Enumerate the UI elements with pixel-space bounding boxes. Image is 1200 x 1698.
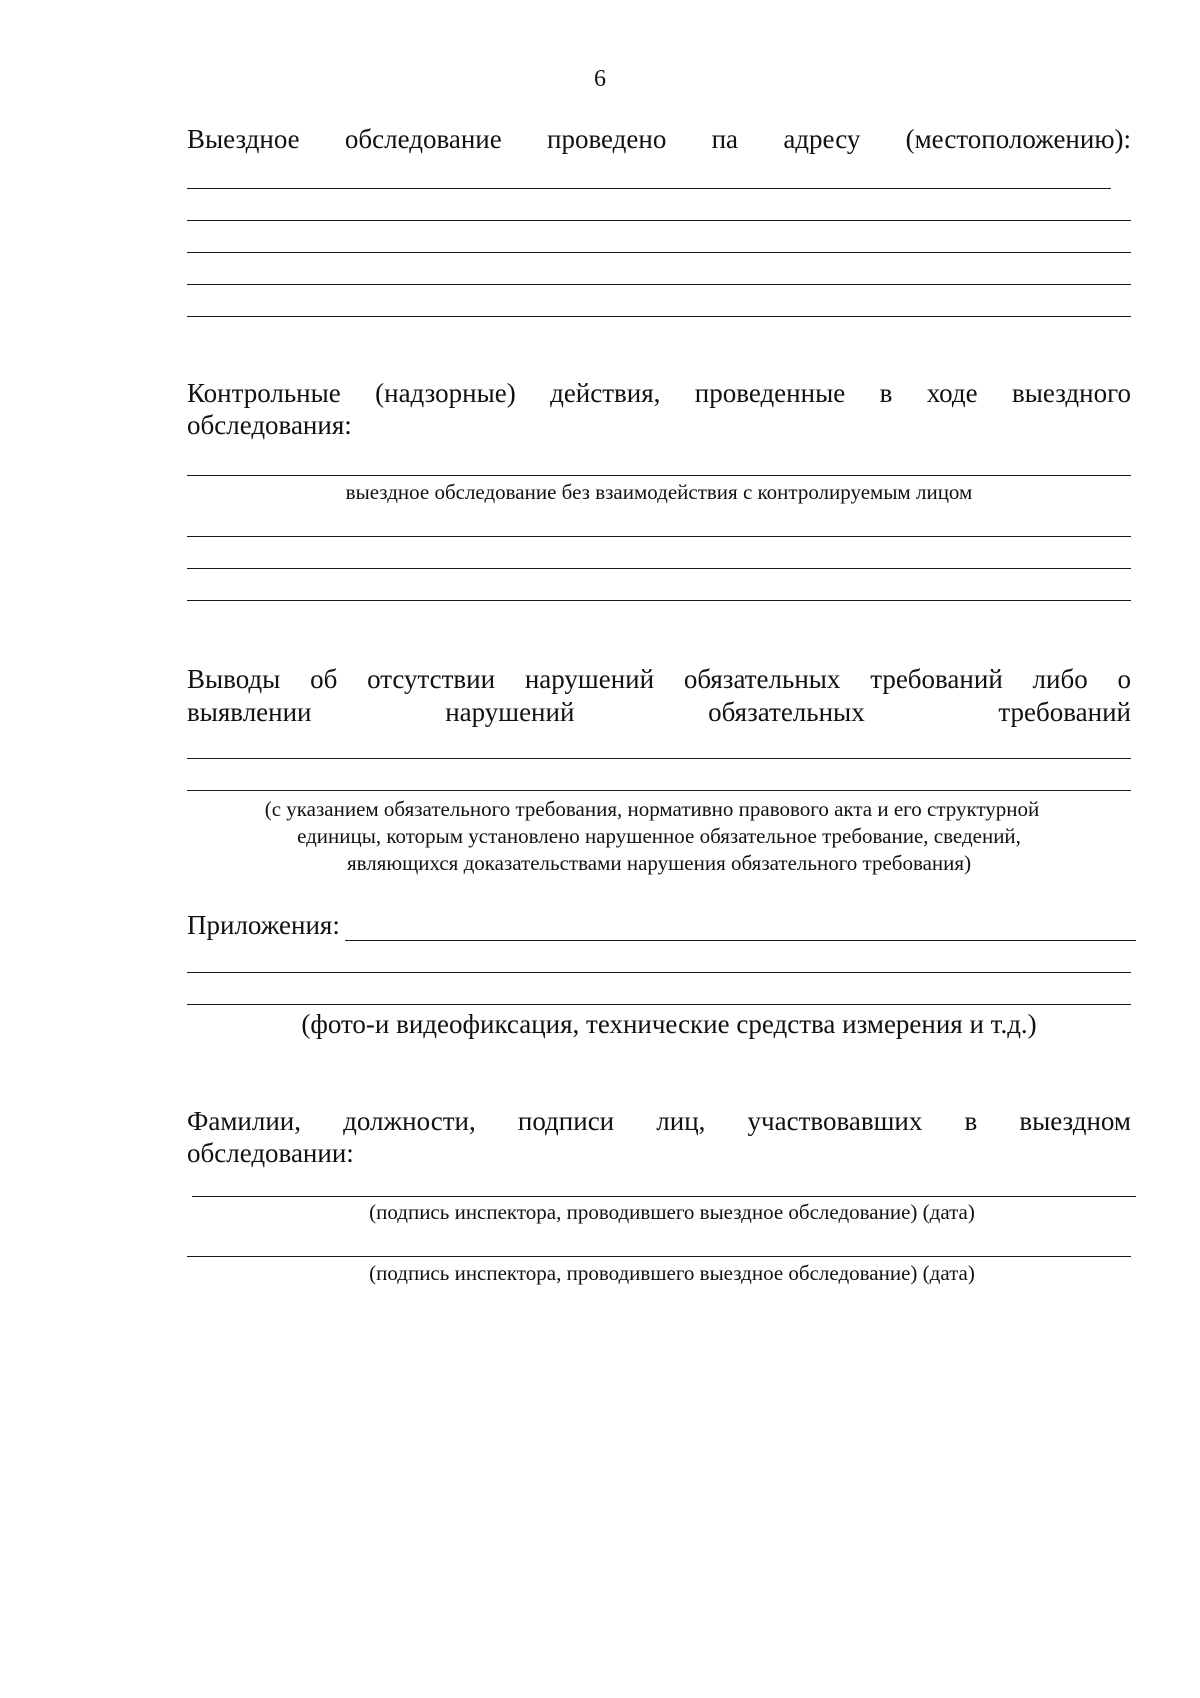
heading-word: в [879, 378, 893, 408]
conclusions-heading-line1 [187, 664, 1131, 695]
heading-word: должности, [343, 1106, 476, 1136]
signatures-heading [187, 1106, 1131, 1137]
attachments-caption: (фото-и видеофиксация, технические средства измерения и т.д.) [301, 1009, 1037, 1039]
actions-filled-value: выездное обследование без взаимодействия с контролируемым лицом [345, 480, 973, 504]
heading-word: ходе [926, 378, 978, 408]
conclusions-caption-line2: единицы, которым установлено нарушенное обязательное требование, сведений, [297, 824, 1021, 848]
heading-word: обязательных [708, 697, 865, 727]
heading-word: Выездное [187, 124, 300, 154]
attachments-field-1[interactable] [345, 940, 1136, 941]
page-number: 6 [594, 66, 606, 92]
conclusions-heading-line2 [187, 697, 1131, 728]
conclusions-caption-line1: (с указанием обязательного требования, нормативно правового акта и его структурной [264, 797, 1040, 821]
heading-word: (местоположению): [905, 124, 1131, 154]
heading-word: об [310, 664, 338, 694]
actions-field-3[interactable] [187, 568, 1131, 569]
heading-word: (надзорные) [375, 378, 516, 408]
signature-field-2[interactable] [187, 1256, 1131, 1257]
heading-word: выездного [1012, 378, 1131, 408]
signature-field-1[interactable] [192, 1196, 1136, 1197]
heading-word: в [964, 1106, 978, 1136]
actions-field-1[interactable] [187, 475, 1131, 476]
heading-word: подписи [517, 1106, 615, 1136]
address-field-1[interactable] [187, 188, 1111, 189]
signature-caption-2: (подпись инспектора, проводившего выездное обследование) (дата) [369, 1261, 975, 1285]
heading-word: проведено [547, 124, 667, 154]
heading-word: обследование [344, 124, 502, 154]
conclusions-field-1[interactable] [187, 758, 1131, 759]
address-field-3[interactable] [187, 252, 1131, 253]
heading-word: обязательных [683, 664, 841, 694]
heading-word: нарушений [524, 664, 655, 694]
heading-word: па [711, 124, 739, 154]
actions-heading-line2: обследования: [187, 410, 352, 440]
heading-word: адресу [783, 124, 861, 154]
conclusions-field-2[interactable] [187, 790, 1131, 791]
address-field-2[interactable] [187, 220, 1131, 221]
heading-word: Фамилии, [187, 1106, 301, 1136]
heading-word: требований [870, 664, 1003, 694]
heading-word: отсутствии [367, 664, 496, 694]
address-heading [187, 124, 1131, 155]
signature-caption-1: (подпись инспектора, проводившего выездное обследование) (дата) [369, 1200, 975, 1224]
heading-word: участвовавших [747, 1106, 923, 1136]
actions-heading [187, 378, 1131, 409]
heading-word: проведенные [694, 378, 846, 408]
heading-word: Контрольные [187, 378, 341, 408]
heading-word: требований [998, 697, 1131, 727]
heading-word: нарушений [445, 697, 575, 727]
heading-word: выявлении [187, 697, 312, 727]
attachments-field-3[interactable] [187, 1004, 1131, 1005]
address-field-4[interactable] [187, 284, 1131, 285]
attachments-label: Приложения: [187, 910, 340, 940]
heading-word: либо [1032, 664, 1088, 694]
heading-word: Выводы [187, 664, 281, 694]
heading-word: лиц, [656, 1106, 706, 1136]
signatures-heading-line2: обследовании: [187, 1138, 354, 1168]
attachments-field-2[interactable] [187, 972, 1131, 973]
actions-field-4[interactable] [187, 600, 1131, 601]
address-field-5[interactable] [187, 316, 1131, 317]
conclusions-caption-line3: являющихся доказательствами нарушения обязательного требования) [346, 851, 972, 875]
heading-word: выездном [1019, 1106, 1131, 1136]
heading-word: действия, [550, 378, 661, 408]
actions-field-2[interactable] [187, 536, 1131, 537]
heading-word: о [1117, 664, 1131, 694]
